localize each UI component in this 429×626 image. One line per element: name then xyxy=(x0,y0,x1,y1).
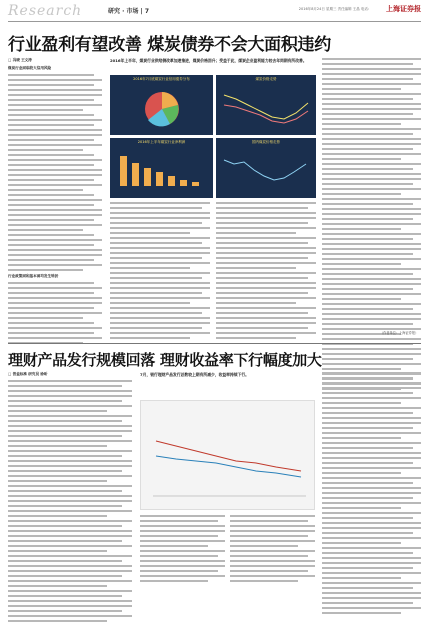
issue-date: 2016年8月24日 星期三 责任编辑 王晶 电话: xyxy=(298,7,369,11)
article-1-left-column xyxy=(8,58,102,347)
article-1-headline: 行业盈利有望改善 煤炭债券不会大面积违约 xyxy=(8,35,331,55)
article-1-footnote: （作者单位：上海证券报） xyxy=(380,331,419,335)
chart-3-title: 2016年上半年煤炭行业净利润 xyxy=(137,140,186,144)
article-2-left-column xyxy=(8,372,132,625)
article-1-lead: 2016年上半年，煤炭行业供给侧改革加速推进，煤炭价格回升；受益于此，煤炭企业盈利能力较去年同期有所改善。 xyxy=(110,58,307,63)
chart-4-title: 国内煤炭价格走势 xyxy=(252,140,280,144)
article-2-mid-column-b xyxy=(230,515,315,585)
article-1-subhead-1: 煤炭行业面临较大信用风险 xyxy=(8,66,52,70)
article-2-right-column xyxy=(322,372,421,617)
page-header xyxy=(8,0,421,22)
article-1-mid-column-a xyxy=(110,202,210,342)
section-divider xyxy=(8,343,421,344)
article-2-byline: □ 普益标准 研究员 徐昕 xyxy=(8,372,48,376)
article-2-lead: 7月，银行理财产品发行总数较上期有所减少，收益率持续下行。 xyxy=(140,372,249,377)
section-brand: Research xyxy=(8,3,83,19)
newspaper-name: 上海证券报 xyxy=(386,4,421,13)
section-label: 研究 · 市场 | 7 xyxy=(108,8,150,15)
chart-2-title: 煤炭价格走势 xyxy=(255,77,277,81)
article-1-byline: □ 冯晓 王文涛 xyxy=(8,58,32,62)
net-profit-bar-chart xyxy=(110,138,213,198)
article-1-subhead-2: 行业政策面和基本面均发生转折 xyxy=(8,274,59,278)
coal-price-line-chart xyxy=(216,75,316,135)
wealth-product-chart xyxy=(140,400,315,510)
chart-1-title: 2016年7月底煤炭行业信用债券分布 xyxy=(133,77,190,81)
article-2-headline: 理财产品发行规模回落 理财收益率下行幅度加大 xyxy=(8,351,322,369)
article-1-mid-column-b xyxy=(216,202,316,342)
article-2-mid-column-a xyxy=(140,515,225,585)
domestic-coal-price-chart xyxy=(216,138,316,198)
bond-distribution-chart xyxy=(110,75,213,135)
